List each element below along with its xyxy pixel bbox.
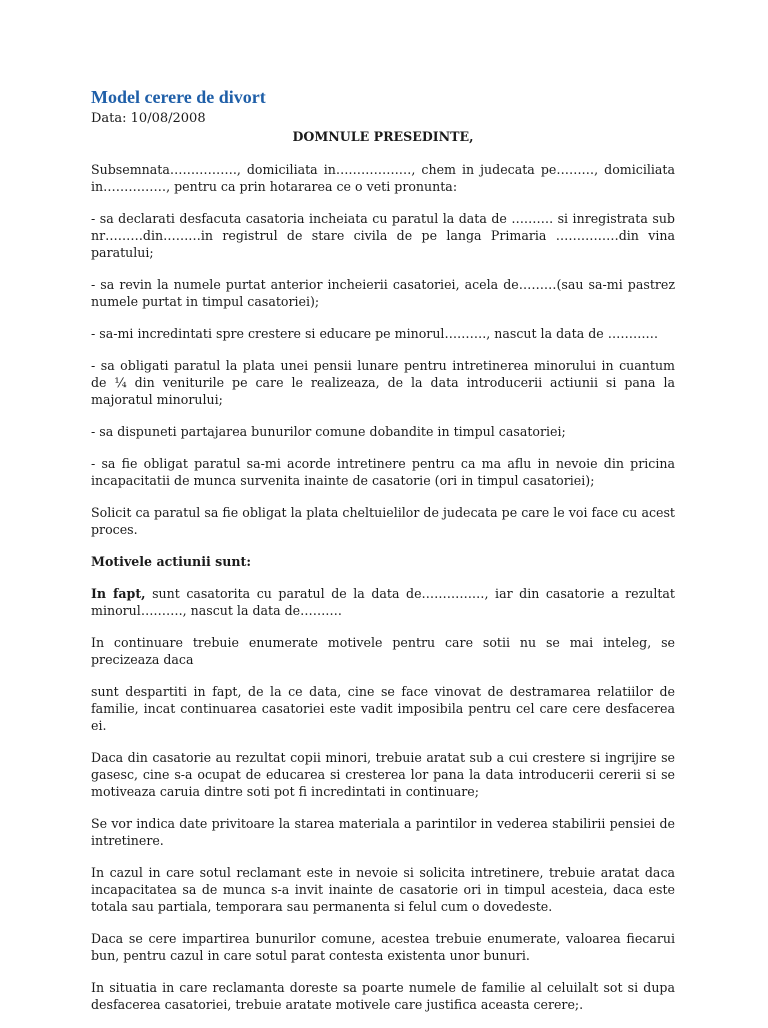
request-item: - sa-mi incredintati spre crestere si educare pe minorul………., nascut la data de ………… — [91, 326, 659, 341]
body-paragraph: Daca se cere impartirea bunurilor comune, acestea trebuie enumerate, valoarea fiecarui bun, pentru cazul in care sotul parat contesta existenta unor bunuri. — [91, 931, 675, 963]
body-paragraph: In cazul in care sotul reclamant este in nevoie si solicita intretinere, trebuie aratat daca incapacitatea sa de munca s-a invit inainte de casatorie ori in timpul acesteia, daca este totala sau partiala, temporara sau permanenta si felul cum o dovedeste. — [91, 865, 675, 914]
addressee: DOMNULE PRESEDINTE, — [292, 129, 474, 144]
request-item: - sa dispuneti partajarea bunurilor comune dobandite in timpul casatoriei; — [91, 424, 566, 439]
body-paragraph: Daca din casatorie au rezultat copii minori, trebuie aratat sub a cui crestere si ingrijire se gasesc, cine s-a ocupat de educarea si cresterea lor pana la data introducerii cererii si se motiveaza caruia dintre soti pot fi incredintati in continuare; — [91, 750, 675, 799]
body-paragraph: In situatia in care reclamanta doreste sa poarte numele de familie al celuilalt sot si dupa desfacerea casatoriei, trebuie aratate motivele care justifica aceasta cerere;. — [91, 980, 675, 1012]
body-paragraph: sunt despartiti in fapt, de la ce data, cine se face vinovat de destramarea relatiilor de familie, incat continuarea casatoriei este vadit imposibila pentru cel care cere desfacerea ei. — [91, 684, 675, 733]
in-fact-text: sunt casatorita cu paratul de la data de……………, iar din casatorie a rezultat minorul………., nascut la data de………. — [91, 586, 675, 618]
request-item: - sa declarati desfacuta casatoria incheiata cu paratul la data de ………. si inregistrata sub nr………din………in registrul de stare civila de pe langa Primaria ……………din vina paratului; — [91, 211, 675, 260]
body-paragraph: Se vor indica date privitoare la starea materiala a parintilor in vederea stabilirii pensiei de intretinere. — [91, 816, 675, 848]
body-paragraph: In continuare trebuie enumerate motivele pentru care sotii nu se mai inteleg, se precizeaza daca — [91, 635, 675, 667]
in-fact-label: In fapt, — [91, 586, 146, 601]
intro-paragraph: Subsemnata……………., domiciliata in………………, chem in judecata pe………, domiciliata in……………, pentru ca prin hotararea ce o veti pronunta: — [91, 162, 675, 194]
document-page — [91, 84, 675, 1028]
document-title: Model cerere de divort — [91, 87, 266, 107]
document-date: Data: 10/08/2008 — [91, 111, 206, 126]
in-fact-paragraph — [91, 585, 675, 619]
request-item: - sa fie obligat paratul sa-mi acorde intretinere pentru ca ma aflu in nevoie din pricina incapacitatii de munca survenita inainte de casatorie (ori in timpul casatoriei); — [91, 456, 675, 488]
request-item: - sa obligati paratul la plata unei pensii lunare pentru intretinerea minorului in cuantum de ¼ din veniturile pe care le realizeaza, de la data introducerii actiunii si pana la majoratul minorului; — [91, 358, 675, 407]
request-item: - sa revin la numele purtat anterior incheierii casatoriei, acela de………(sau sa-mi pastrez numele purtat in timpul casatoriei); — [91, 277, 675, 309]
costs-paragraph: Solicit ca paratul sa fie obligat la plata cheltuielilor de judecata pe care le voi face cu acest proces. — [91, 505, 675, 537]
motives-heading: Motivele actiunii sunt: — [91, 554, 252, 569]
